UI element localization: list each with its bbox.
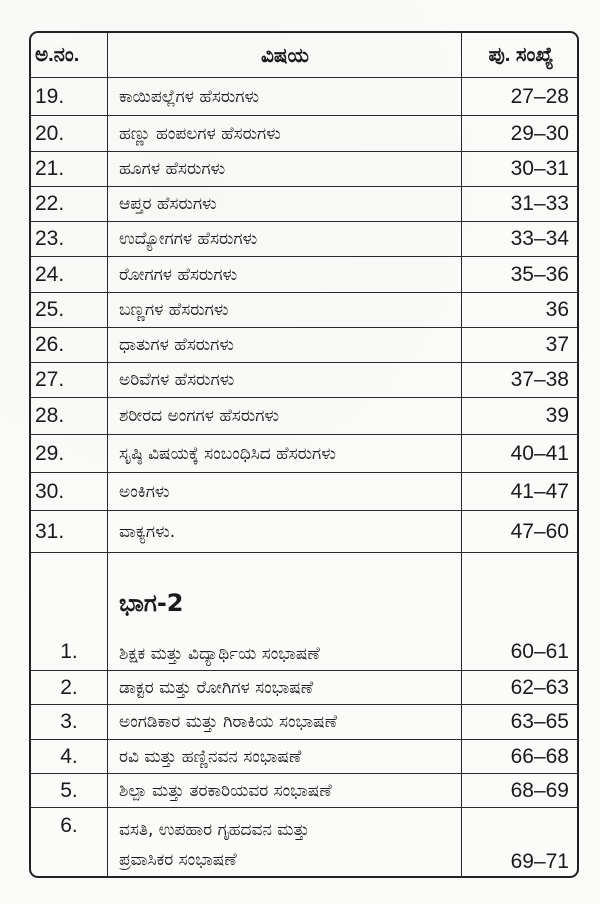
table-header-row bbox=[31, 33, 577, 78]
row-subject: ಧಾತುಗಳ ಹೆಸರುಗಳು bbox=[119, 335, 234, 355]
row-pages: 47–60 bbox=[510, 519, 569, 543]
row-pages: 33–34 bbox=[510, 227, 569, 250]
row-serial: 31. bbox=[35, 519, 65, 543]
row-serial: 30. bbox=[35, 479, 65, 503]
table-row bbox=[31, 774, 577, 808]
row-pages: 30–31 bbox=[510, 157, 569, 180]
row-serial: 20. bbox=[35, 121, 65, 145]
table-row bbox=[31, 511, 577, 553]
row-subject: ಶಿಕ್ಷಕ ಮತ್ತು ವಿದ್ಯಾರ್ಥಿಯ ಸಂಭಾಷಣೆ bbox=[119, 644, 320, 664]
row-subject: ಬಣ್ಣಗಳ ಹೆಸರುಗಳು bbox=[119, 300, 229, 320]
table-row bbox=[31, 187, 577, 222]
row-subject: ಅಂಗಡಿಕಾರ ಮತ್ತು ಗಿರಾಕಿಯ ಸಂಭಾಷಣೆ bbox=[119, 712, 338, 732]
row-subject: ರವಿ ಮತ್ತು ಹಣ್ಣಿನವನ ಸಂಭಾಷಣೆ bbox=[119, 746, 302, 767]
table-row-part2-first bbox=[31, 553, 577, 671]
row-subject: ಹೂಗಳ ಹೆಸರುಗಳು bbox=[119, 159, 226, 179]
row-serial: 5. bbox=[60, 778, 78, 802]
row-serial: 2. bbox=[60, 675, 78, 699]
row-serial: 23. bbox=[35, 227, 65, 250]
table-row bbox=[31, 363, 577, 398]
table-row bbox=[31, 328, 577, 363]
table-of-contents bbox=[29, 31, 579, 878]
row-subject-multiline bbox=[119, 808, 455, 878]
row-subject: ರೋಗಗಳ ಹೆಸರುಗಳು bbox=[119, 264, 238, 285]
row-pages: 66–68 bbox=[510, 744, 569, 768]
row-subject: ಅಂಕಿಗಳು bbox=[119, 481, 170, 502]
row-subject: ಅರಿವೆಗಳ ಹೆಸರುಗಳು bbox=[119, 370, 235, 390]
row-serial: 28. bbox=[35, 404, 65, 427]
row-serial: 6. bbox=[60, 814, 78, 837]
row-serial: 1. bbox=[60, 640, 78, 663]
table-row bbox=[31, 808, 577, 878]
row-serial: 29. bbox=[35, 441, 65, 465]
row-pages: 27–28 bbox=[510, 84, 569, 108]
table-row bbox=[31, 116, 577, 152]
row-subject: ಡಾಕ್ಟರ ಮತ್ತು ರೋಗಿಗಳ ಸಂಭಾಷಣೆ bbox=[119, 677, 314, 698]
row-subject: ಶಿಲ್ಪಾ ಮತ್ತು ತರಕಾರಿಯವರ ಸಂಭಾಷಣೆ bbox=[119, 780, 332, 801]
table-row bbox=[31, 398, 577, 435]
row-subject: ಸೃಷ್ಠಿ ವಿಷಯಕ್ಕೆ ಸಂಬಂಧಿಸಿದ ಹೆಸರುಗಳು bbox=[119, 443, 336, 464]
row-pages: 41–47 bbox=[510, 479, 569, 503]
table-row bbox=[31, 257, 577, 293]
header-page-number: ಪು. ಸಂಖ್ಯೆ bbox=[488, 43, 554, 66]
row-subject: ಉದ್ಯೋಗಗಳ ಹೆಸರುಗಳು bbox=[119, 229, 258, 249]
row-subject-line-2: ಪ್ರವಾಸಿಕರ ಸಂಭಾಷಣೆ bbox=[119, 850, 237, 870]
row-pages: 68–69 bbox=[510, 778, 569, 802]
table-row bbox=[31, 152, 577, 187]
table-row bbox=[31, 78, 577, 116]
table-row bbox=[31, 705, 577, 740]
table-row bbox=[31, 671, 577, 705]
row-serial: 3. bbox=[60, 710, 78, 733]
row-subject: ಹಣ್ಣು ಹಂಪಲಗಳ ಹೆಸರುಗಳು bbox=[119, 123, 281, 144]
row-serial: 27. bbox=[35, 368, 65, 391]
row-subject: ಶರೀರದ ಅಂಗಗಳ ಹೆಸರುಗಳು bbox=[119, 406, 280, 426]
row-pages: 63–65 bbox=[510, 710, 569, 733]
row-pages: 36 bbox=[545, 298, 569, 321]
table-row bbox=[31, 740, 577, 774]
row-pages: 29–30 bbox=[510, 121, 569, 145]
row-serial: 26. bbox=[35, 333, 65, 356]
row-serial: 4. bbox=[60, 744, 78, 768]
row-pages: 31–33 bbox=[510, 192, 569, 215]
row-serial: 22. bbox=[35, 192, 65, 215]
row-pages: 69–71 bbox=[510, 850, 569, 873]
row-pages: 37–38 bbox=[510, 368, 569, 391]
header-subject: ವಿಷಯ bbox=[261, 43, 309, 67]
table-row bbox=[31, 222, 577, 257]
table-row bbox=[31, 435, 577, 473]
row-subject: ಆಪ್ತರ ಹೆಸರುಗಳು bbox=[119, 194, 217, 214]
row-serial: 25. bbox=[35, 298, 65, 321]
row-subject: ವಾಕ್ಯಗಳು. bbox=[119, 521, 176, 542]
table-row bbox=[31, 473, 577, 511]
row-pages: 60–61 bbox=[510, 640, 569, 663]
table-row bbox=[31, 293, 577, 328]
section-heading-part-2: ಭಾಗ-2 bbox=[119, 589, 184, 617]
row-pages: 62–63 bbox=[510, 675, 569, 699]
row-serial: 24. bbox=[35, 262, 65, 286]
row-pages: 35–36 bbox=[510, 262, 569, 286]
row-pages: 37 bbox=[545, 333, 569, 356]
row-pages: 39 bbox=[545, 404, 569, 427]
row-subject-line-1: ವಸತಿ, ಉಪಹಾರ ಗೃಹದವನ ಮತ್ತು bbox=[119, 820, 310, 840]
header-serial-number: ಅ.ನಂ. bbox=[35, 43, 80, 66]
row-pages: 40–41 bbox=[510, 441, 569, 465]
row-serial: 21. bbox=[35, 157, 65, 180]
row-subject: ಕಾಯಿಪಲ್ಲೆಗಳ ಹೆಸರುಗಳು bbox=[119, 86, 260, 107]
row-serial: 19. bbox=[35, 84, 65, 108]
